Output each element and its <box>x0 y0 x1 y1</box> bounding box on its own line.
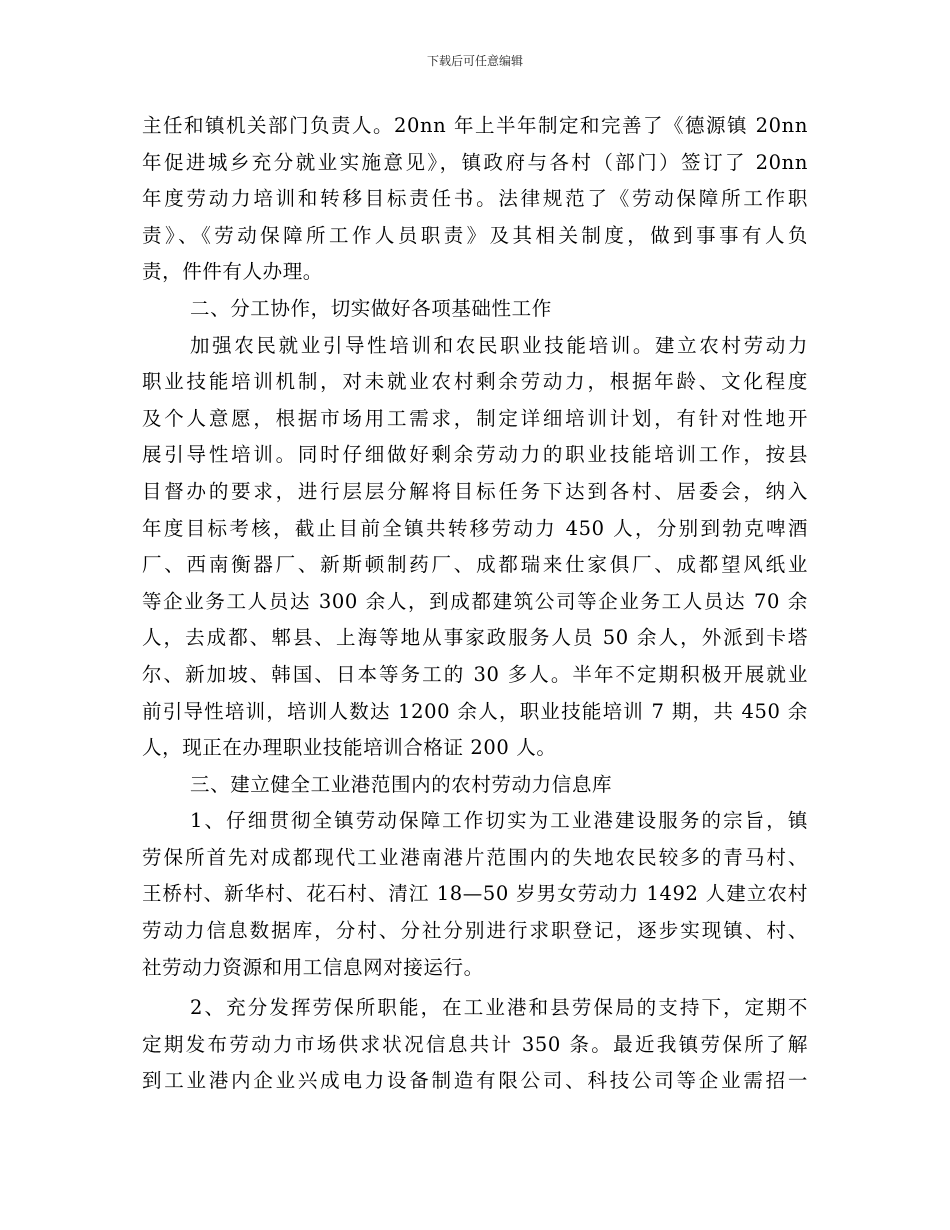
text-line: 及个人意愿，根据市场用工需求，制定详细培训计划，有针对性地开 <box>142 406 808 430</box>
text-line: 责》、《劳动保障所工作人员职责》及其相关制度，做到事事有人负 <box>142 223 808 247</box>
section-heading: 二、分工协作，切实做好各项基础性工作 <box>190 296 552 320</box>
text-line: 主任和镇机关部门负责人。20nn 年上半年制定和完善了《德源镇 20nn <box>142 114 808 137</box>
page-header: 下载后可任意编辑 <box>426 54 523 68</box>
text-line: 定期发布劳动力市场供求状况信息共计 350 条。最近我镇劳保所了解 <box>142 1032 808 1056</box>
paragraph-training <box>142 328 808 767</box>
text-line: 目督办的要求，进行层层分解将目标任务下达到各村、居委会，纳入 <box>142 479 808 503</box>
text-line: 劳保所首先对成都现代工业港南港片范围内的失地农民较多的青马村、 <box>142 845 808 869</box>
paragraph-information-release <box>142 990 808 1100</box>
section-heading-3 <box>142 767 808 804</box>
text-line: 年度目标考核，截止目前全镇共转移劳动力 450 人，分别到勃克啤酒 <box>142 516 808 540</box>
text-line: 劳动力信息数据库，分村、分社分别进行求职登记，逐步实现镇、村、 <box>142 919 808 943</box>
text-line: 社劳动力资源和用工信息网对接运行。 <box>142 955 484 979</box>
text-line: 年度劳动力培训和转移目标责任书。法律规范了《劳动保障所工作职 <box>142 187 808 211</box>
text-line: 尔、新加坡、韩国、日本等务工的 30 多人。半年不定期积极开展就业 <box>142 662 808 686</box>
text-line: 前引导性培训，培训人数达 1200 余人，职业技能培训 7 期，共 450 余 <box>142 699 808 723</box>
text-line: 王桥村、新华村、花石村、清江 18—50 岁男女劳动力 1492 人建立农村 <box>142 882 808 906</box>
document-body <box>142 108 808 1100</box>
text-line: 责，件件有人办理。 <box>142 260 323 284</box>
text-line: 年促进城乡充分就业实施意见》，镇政府与各村（部门）签订了 20nn <box>142 150 808 174</box>
text-line: 等企业务工人员达 300 余人，到成都建筑公司等企业务工人员达 70 余 <box>142 589 808 613</box>
text-line: 厂、西南衡器厂、新斯顿制药厂、成都瑞来仕家俱厂、成都望风纸业 <box>142 553 808 577</box>
paragraph-responsibility <box>142 108 808 291</box>
text-line: 展引导性培训。同时仔细做好剩余劳动力的职业技能培训工作，按县 <box>142 443 808 467</box>
text-line: 2、充分发挥劳保所职能，在工业港和县劳保局的支持下，定期不 <box>190 996 808 1020</box>
text-line: 人，现正在办理职业技能培训合格证 200 人。 <box>142 736 557 760</box>
section-heading: 三、建立健全工业港范围内的农村劳动力信息库 <box>190 772 613 796</box>
text-line: 1、仔细贯彻全镇劳动保障工作切实为工业港建设服务的宗旨，镇 <box>190 809 808 833</box>
text-line: 人，去成都、郫县、上海等地从事家政服务人员 50 余人，外派到卡塔 <box>142 626 808 650</box>
paragraph-database <box>142 803 808 986</box>
text-line: 到工业港内企业兴成电力设备制造有限公司、科技公司等企业需招一 <box>142 1069 808 1093</box>
text-line: 加强农民就业引导性培训和农民职业技能培训。建立农村劳动力 <box>190 333 808 357</box>
text-line: 职业技能培训机制，对未就业农村剩余劳动力，根据年龄、文化程度 <box>142 370 808 394</box>
section-heading-2 <box>142 291 808 328</box>
